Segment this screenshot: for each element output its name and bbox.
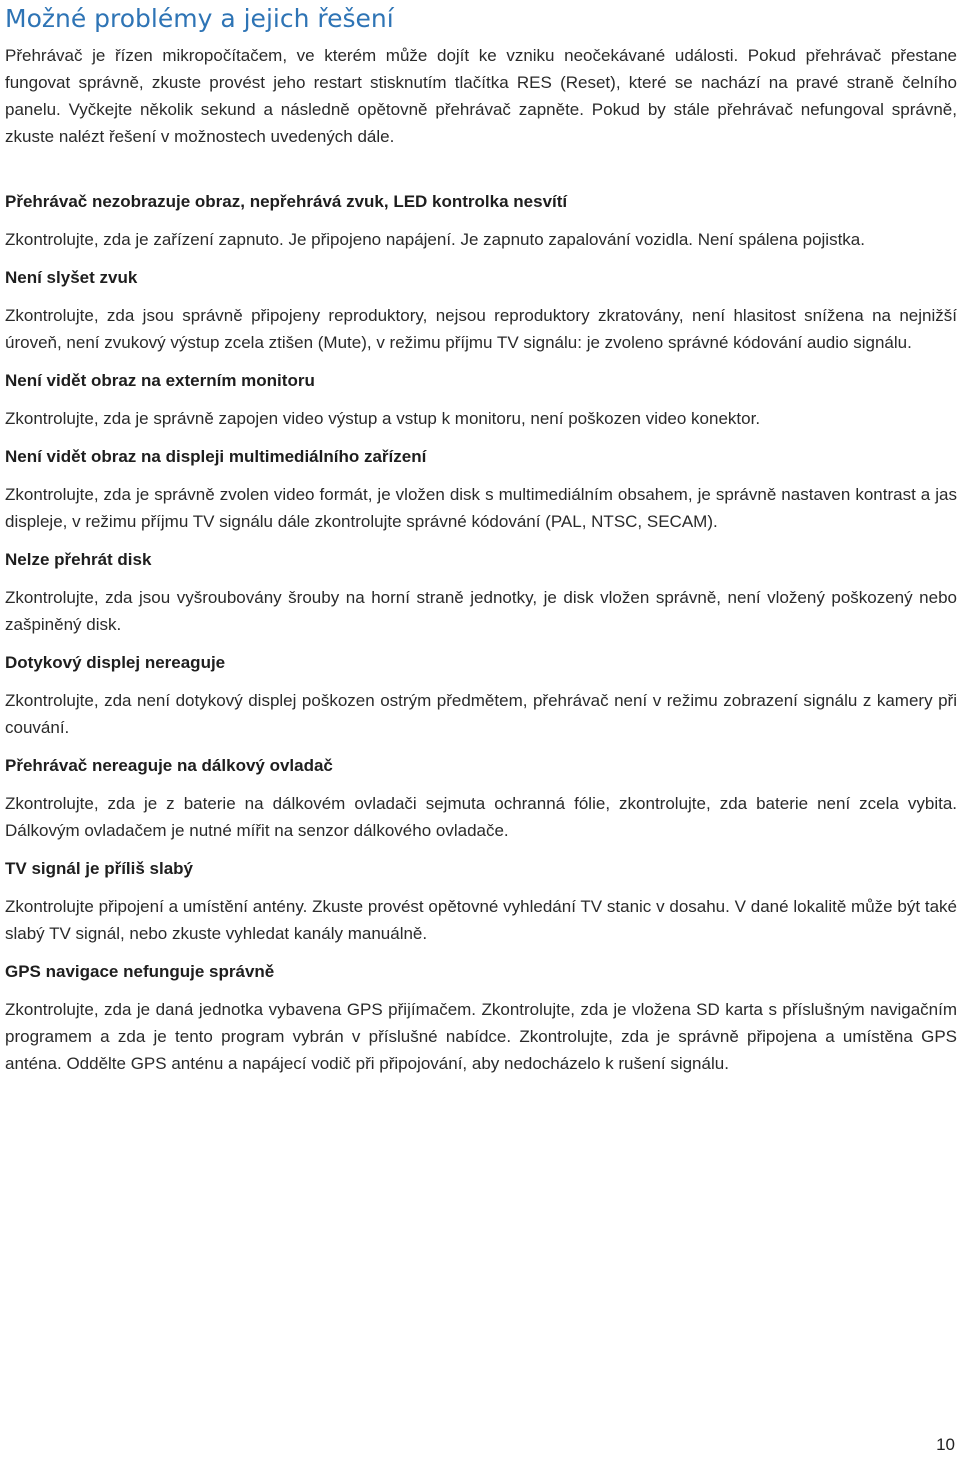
page-number: 10 bbox=[936, 1435, 955, 1454]
section-display bbox=[5, 445, 957, 535]
section-text: Zkontrolujte připojení a umístění antény. Zkuste provést opětovné vyhledání TV stanic v dosahu. V dané lokalitě může být také slabý TV signál, nebo zkuste vyhledat kanály manuálně. bbox=[5, 897, 957, 943]
section-text: Zkontrolujte, zda je správně zapojen video výstup a vstup k monitoru, není poškozen video konektor. bbox=[5, 409, 761, 428]
page-title: Možné problémy a jejich řešení bbox=[5, 4, 394, 33]
section-heading: GPS navigace nefunguje správně bbox=[5, 962, 275, 981]
section-heading: Nelze přehrát disk bbox=[5, 550, 152, 569]
section-text: Zkontrolujte, zda není dotykový displej poškozen ostrým předmětem, přehrávač není v režimu zobrazení signálu z kamery při couvání. bbox=[5, 691, 957, 737]
section-heading: Není vidět obraz na externím monitoru bbox=[5, 371, 315, 390]
section-no-power bbox=[5, 190, 957, 253]
section-external-monitor bbox=[5, 369, 957, 432]
section-text: Zkontrolujte, zda jsou správně připojeny reproduktory, nejsou reproduktory zkratovány, není hlasitost snížena na nejnižší úroveň, není zvukový výstup zcela ztišen (Mute), v režimu příjmu TV signálu: je zvoleno správné kódování audio signálu. bbox=[5, 306, 957, 352]
section-text: Zkontrolujte, zda je zařízení zapnuto. Je připojeno napájení. Je zapnuto zapalování vozidla. Není spálena pojistka. bbox=[5, 230, 865, 249]
section-text: Zkontrolujte, zda jsou vyšroubovány šrouby na horní straně jednotky, je disk vložen správně, není vložený poškozený nebo zašpiněný disk. bbox=[5, 588, 957, 634]
section-text: Zkontrolujte, zda je správně zvolen video formát, je vložen disk s multimediálním obsahem, je správně nastaven kontrast a jas displeje, v režimu příjmu TV signálu dále zkontrolujte správné kódování (PAL, NTSC, SECAM). bbox=[5, 485, 957, 531]
section-text: Zkontrolujte, zda je z baterie na dálkovém ovladači sejmuta ochranná fólie, zkontrolujte, zda baterie není zcela vybita. Dálkovým ovladačem je nutné mířit na senzor dálkového ovladače. bbox=[5, 794, 957, 840]
document-page bbox=[5, 0, 957, 1077]
section-heading: Přehrávač nezobrazuje obraz, nepřehrává zvuk, LED kontrolka nesvítí bbox=[5, 192, 568, 211]
section-no-sound bbox=[5, 266, 957, 356]
intro-paragraph: Přehrávač je řízen mikropočítačem, ve kterém může dojít ke vzniku neočekávané události. Pokud přehrávač přestane fungovat správně, zkuste provést jeho restart stisknutím tlačítka RES (Reset), které se nachází na pravé straně čelního panelu. Vyčkejte několik sekund a následně opětovně přehrávač zapněte. Pokud by stále přehrávač nefungoval správně, zkuste nalézt řešení v možnostech uvedených dále. bbox=[5, 46, 957, 146]
section-heading: Není slyšet zvuk bbox=[5, 268, 138, 287]
section-touchscreen bbox=[5, 651, 957, 741]
section-heading: Přehrávač nereaguje na dálkový ovladač bbox=[5, 756, 333, 775]
section-heading: Není vidět obraz na displeji multimediálního zařízení bbox=[5, 447, 427, 466]
section-text: Zkontrolujte, zda je daná jednotka vybavena GPS přijímačem. Zkontrolujte, zda je vložena SD karta s příslušným navigačním programem a zda je tento program vybrán v příslušné nabídce. Zkontrolujte, zda je správně připojena a umístěna GPS anténa. Oddělte GPS anténu a napájecí vodič při připojování, aby nedocházelo k rušení signálu. bbox=[5, 1000, 957, 1073]
section-remote bbox=[5, 754, 957, 844]
section-heading: TV signál je příliš slabý bbox=[5, 859, 194, 878]
section-heading: Dotykový displej nereaguje bbox=[5, 653, 226, 672]
section-disc bbox=[5, 548, 957, 638]
section-gps bbox=[5, 960, 957, 1077]
section-tv-signal bbox=[5, 857, 957, 947]
